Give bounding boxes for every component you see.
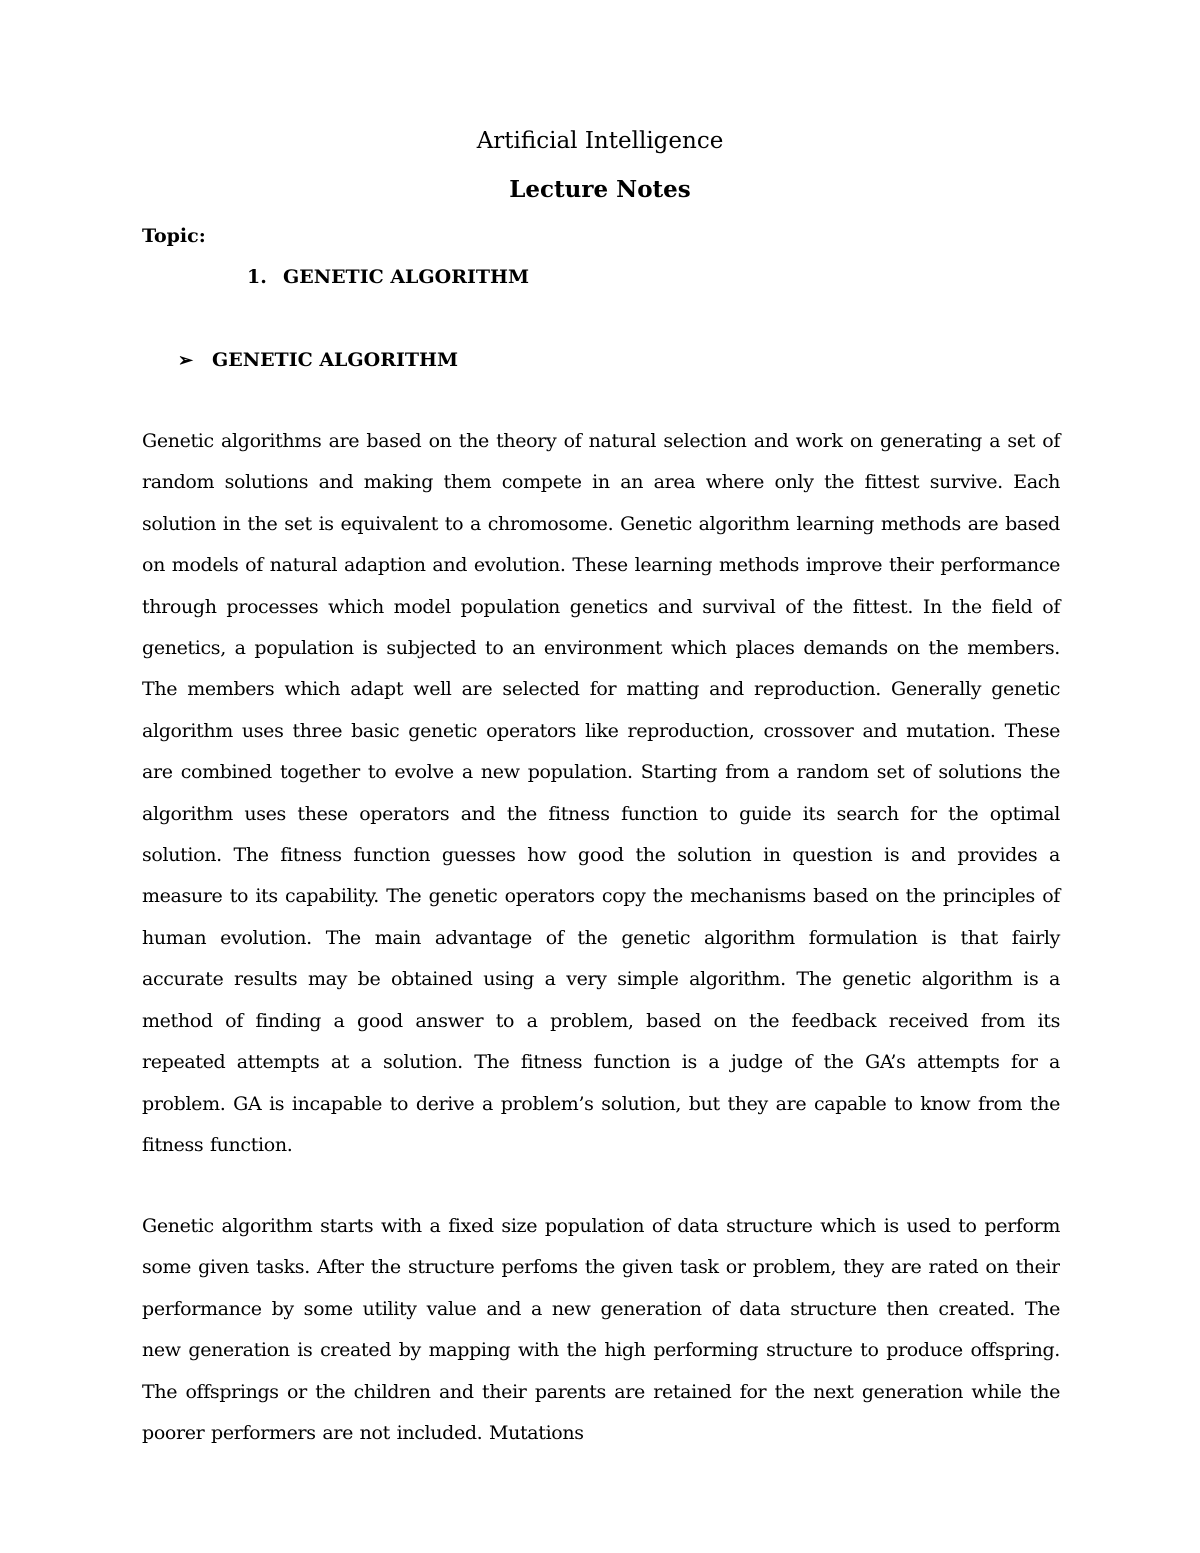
- arrow-bullet-icon: ➢: [178, 350, 194, 371]
- paragraph-1: Genetic algorithms are based on the theory of natural selection and work on generating a set of random solutions and making them compete in an area where only the fittest survive. Each solution in the set is equivalent to a chromosome. Genetic algorithm learning methods are based on models of natural adaption and evolution. These learning methods improve their performance through processes which model population genetics and survival of the fittest. In the field of genetics, a population is subjected to an environment which places demands on the members. The members which adapt well are selected for matting and reproduction. Generally genetic algorithm uses three basic genetic operators like reproduction, crossover and mutation. These are combined together to evolve a new population. Starting from a random set of solutions the algorithm uses these operators and the fitness function to guide its search for the optimal solution. The fitness function guesses how good the solution in question is and provides a measure to its capability. The genetic operators copy the mechanisms based on the principles of human evolution. The main advantage of the genetic algorithm formulation is that fairly accurate results may be obtained using a very simple algorithm. The genetic algorithm is a method of finding a good answer to a problem, based on the feedback received from its repeated attempts at a solution. The fitness function is a judge of the GA’s attempts for a problem. GA is incapable to derive a problem’s solution, but they are capable to know from the fitness function.: [142, 430, 1060, 1156]
- topic-name: GENETIC ALGORITHM: [283, 266, 529, 288]
- section-heading: [178, 346, 458, 375]
- document-title: Artificial Intelligence: [476, 128, 724, 154]
- section-heading-text: GENETIC ALGORITHM: [212, 349, 458, 371]
- topic-number: 1.: [247, 266, 267, 288]
- topic-label: Topic:: [142, 225, 206, 247]
- document-subtitle: Lecture Notes: [509, 176, 691, 203]
- paragraph-2: Genetic algorithm starts with a fixed size population of data structure which is used to perform some given tasks. After the structure perfoms the given task or problem, they are rated on their performance by some utility value and a new generation of data structure then created. The new generation is created by mapping with the high performing structure to produce offspring. The offsprings or the children and their parents are retained for the next generation while the poorer performers are not included. Mutations: [142, 1215, 1060, 1445]
- topic-list-item: [247, 263, 529, 291]
